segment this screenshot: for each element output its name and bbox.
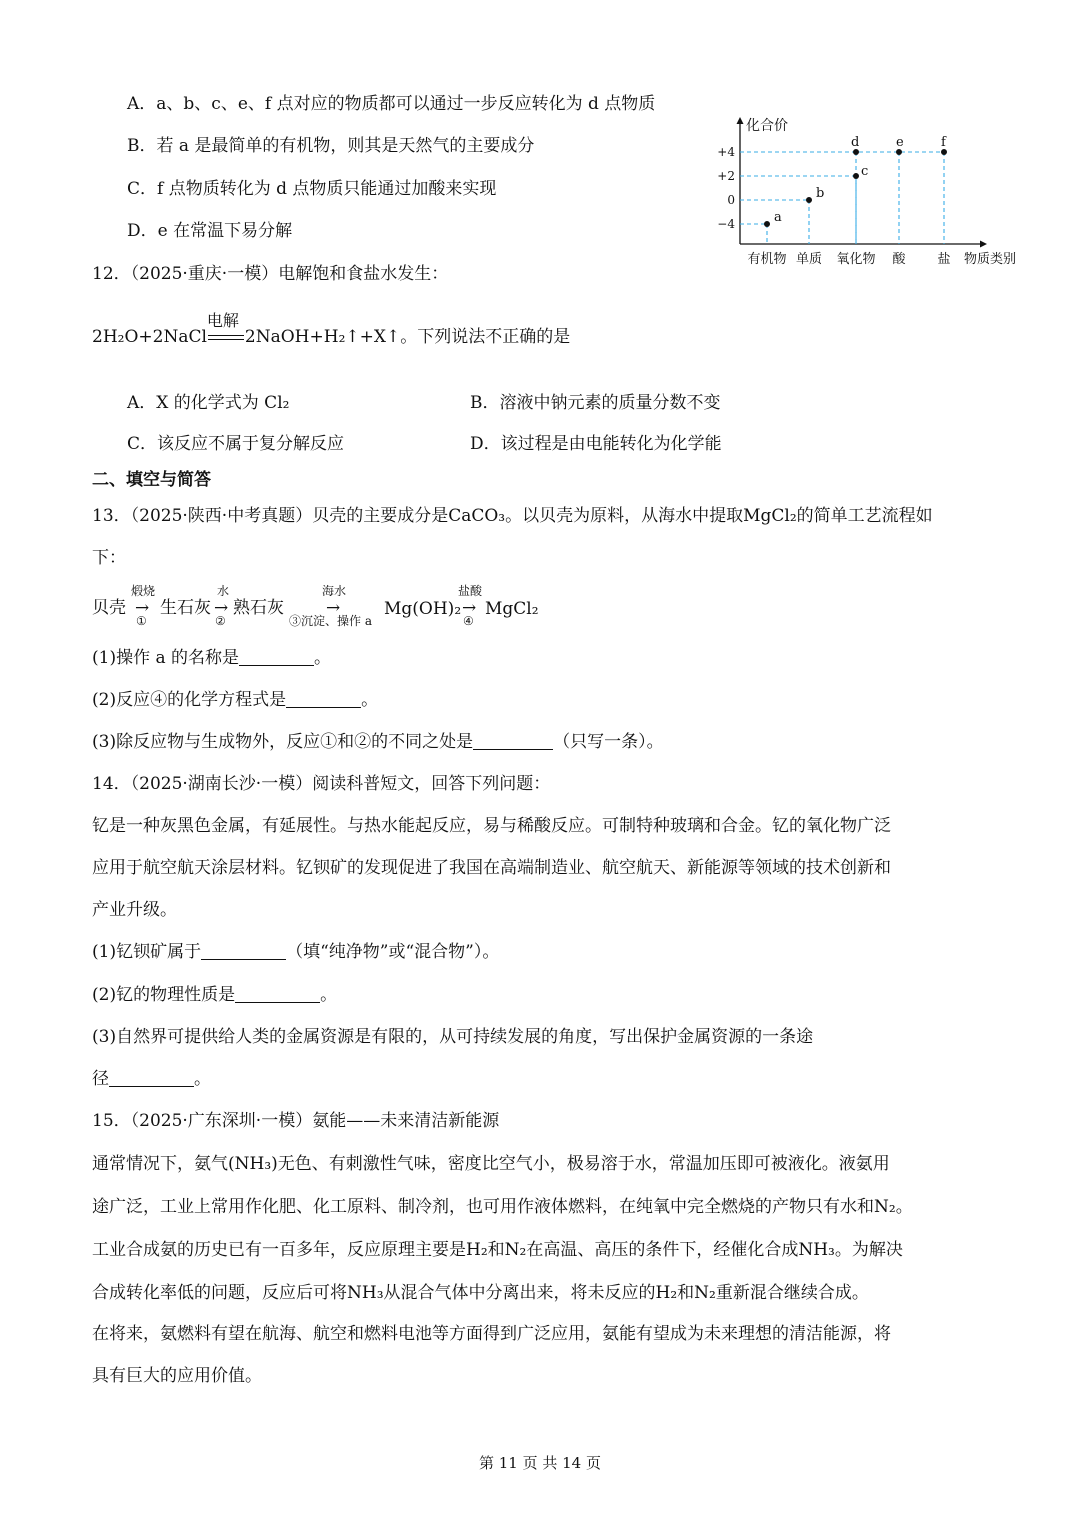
q13-part3-tail: （只写一条）。 bbox=[553, 732, 664, 752]
q13-part3-text: (3)除反应物与生成物外，反应①和②的不同之处是 bbox=[92, 732, 474, 752]
q14-answer-blank-3[interactable] bbox=[109, 1068, 194, 1087]
x-axis-arrow bbox=[980, 241, 987, 248]
data-point-c bbox=[853, 173, 859, 179]
flow-arrow1: → bbox=[135, 598, 150, 618]
q15-passage-line: 途广泛，工业上常用作化肥、化工原料、制冷剂，也可用作液体燃料，在纯氧中完全燃烧的产物只有水和N₂。 bbox=[92, 1197, 913, 1217]
q14-part1-tail: （填“纯净物”或“混合物”）。 bbox=[286, 942, 500, 962]
q13-part1-text: (1)操作 a 的名称是 bbox=[92, 648, 240, 668]
q14-part1-text: (1)钇钡矿属于 bbox=[92, 942, 202, 962]
point-label-f: f bbox=[941, 135, 946, 150]
data-point-a bbox=[764, 221, 770, 227]
q13-part1-end: 。 bbox=[314, 648, 332, 668]
flow-quicklime: 生石灰 bbox=[160, 598, 211, 618]
section-heading: 二、填空与简答 bbox=[92, 470, 211, 490]
y-tick-label: +4 bbox=[717, 145, 735, 159]
q14-stem: 14．（2025·湖南长沙·一模）阅读科普短文，回答下列问题： bbox=[92, 774, 551, 794]
x-category-label: 酸 bbox=[892, 252, 906, 267]
q14-part2-text: (2)钇的物理性质是 bbox=[92, 985, 236, 1005]
x-category-label: 有机物 bbox=[747, 252, 787, 267]
q14-passage-line: 应用于航空航天涂层材料。钇钡矿的发现促进了我国在高端制造业、航空航天、新能源等领域的技术创新和 bbox=[92, 858, 891, 878]
q14-answer-blank-2[interactable] bbox=[235, 984, 320, 1003]
q12-stem: 12．（2025·重庆·一模）电解饱和食盐水发生： bbox=[92, 264, 449, 284]
q13-answer-blank-2[interactable] bbox=[286, 689, 361, 708]
flow-slaked-lime: 熟石灰 bbox=[233, 598, 284, 618]
q14-part3-cont bbox=[92, 1067, 211, 1091]
point-label-d: d bbox=[851, 135, 860, 150]
flow-mgcl2: MgCl₂ bbox=[485, 599, 539, 619]
q15-passage-line: 合成转化率低的问题，反应后可将NH₃从混合气体中分离出来，将未反应的H₂和N₂重新混合继续合成。 bbox=[92, 1283, 869, 1303]
flow-arrow3: → bbox=[326, 598, 341, 618]
q15-passage-line: 在将来，氨燃料有望在航海、航空和燃料电池等方面得到广泛应用，氨能有望成为未来理想的清洁能源，将 bbox=[92, 1324, 891, 1344]
q14-part1 bbox=[92, 940, 499, 964]
q15-stem: 15．（2025·广东深圳·一模）氨能——未来清洁新能源 bbox=[92, 1111, 500, 1131]
q11-option-c: C．f 点物质转化为 d 点物质只能通过加酸来实现 bbox=[127, 179, 497, 199]
q15-passage-line: 工业合成氨的历史已有一百多年，反应原理主要是H₂和N₂在高温、高压的条件下，经催化合成NH₃。为解决 bbox=[92, 1240, 903, 1260]
y-axis-label: 化合价 bbox=[746, 118, 788, 134]
flow-arrow2-bottom: ② bbox=[215, 614, 226, 628]
q12-condition: 电解 bbox=[206, 311, 239, 330]
q12-equation-sign bbox=[206, 311, 245, 349]
q14-passage-line: 钇是一种灰黑色金属，有延展性。与热水能起反应，易与稀酸反应。可制特种玻璃和合金。钇的氧化物广泛 bbox=[92, 816, 891, 836]
q14-part3: (3)自然界可提供给人类的金属资源是有限的，从可持续发展的角度，写出保护金属资源的一条途 bbox=[92, 1027, 814, 1047]
q11-option-d: D．e 在常温下易分解 bbox=[127, 221, 293, 241]
q13-answer-blank-1[interactable] bbox=[239, 647, 314, 666]
q14-part2-end: 。 bbox=[320, 985, 338, 1005]
flow-arrow4-top: 盐酸 bbox=[458, 584, 483, 598]
q14-part2 bbox=[92, 983, 337, 1007]
q13-part3 bbox=[92, 730, 664, 754]
data-point-b bbox=[806, 197, 812, 203]
flow-arrow1-top: 煅烧 bbox=[131, 584, 156, 598]
q14-part3-end: 。 bbox=[194, 1069, 211, 1089]
q12-equation-right: 2NaOH+H₂↑+X↑。下列说法不正确的是 bbox=[244, 327, 571, 347]
flow-arrow2-top: 水 bbox=[217, 584, 230, 598]
flow-arrow2: → bbox=[214, 598, 229, 618]
x-category-label: 氧化物 bbox=[836, 252, 876, 267]
flow-arrow3-top: 海水 bbox=[322, 584, 347, 598]
point-label-a: a bbox=[774, 210, 782, 225]
q13-part2-end: 。 bbox=[361, 690, 379, 710]
q12-option-c: C．该反应不属于复分解反应 bbox=[127, 434, 345, 454]
q12-option-b: B．溶液中钠元素的质量分数不变 bbox=[470, 393, 721, 413]
q14-part3-text: 径 bbox=[92, 1069, 109, 1089]
q15-passage-line: 通常情况下，氨气(NH₃)无色、有刺激性气味，密度比空气小，极易溶于水，常温加压即可被液化。液氨用 bbox=[92, 1154, 890, 1174]
flow-arrow4: → bbox=[462, 598, 477, 618]
q11-option-b: B．若 a 是最简单的有机物，则其是天然气的主要成分 bbox=[127, 136, 535, 156]
q12-option-a: A．X 的化学式为 Cl₂ bbox=[127, 393, 290, 413]
q12-equation-left: 2H₂O+2NaCl bbox=[92, 327, 207, 347]
x-axis-label: 物质类别 bbox=[963, 252, 1017, 267]
y-axis-arrow bbox=[737, 117, 744, 124]
flow-arrow3-bottom: ③沉淀、操作 a bbox=[289, 614, 372, 628]
q12-option-d: D．该过程是由电能转化为化学能 bbox=[470, 434, 722, 454]
q15-passage-line: 具有巨大的应用价值。 bbox=[92, 1366, 262, 1386]
y-tick-label: −4 bbox=[717, 217, 735, 231]
q13-answer-blank-3[interactable] bbox=[473, 731, 553, 750]
flow-mg-hydroxide: Mg(OH)₂ bbox=[384, 599, 462, 619]
page-footer: 第 11 页 共 14 页 bbox=[478, 1454, 601, 1472]
flow-arrow4-bottom: ④ bbox=[463, 614, 474, 628]
flow-shell: 贝壳 bbox=[92, 598, 126, 618]
q11-option-a: A．a、b、c、e、f 点对应的物质都可以通过一步反应转化为 d 点物质 bbox=[127, 94, 656, 114]
q13-stem-cont: 下： bbox=[92, 548, 126, 568]
point-label-b: b bbox=[816, 186, 825, 201]
valence-chart bbox=[715, 110, 1035, 270]
point-label-c: c bbox=[861, 164, 869, 179]
q13-part2 bbox=[92, 688, 378, 712]
point-label-e: e bbox=[896, 135, 904, 150]
flow-arrow1-bottom: ① bbox=[136, 614, 147, 628]
q13-part2-text: (2)反应④的化学方程式是 bbox=[92, 690, 287, 710]
x-category-label: 盐 bbox=[937, 252, 951, 267]
y-tick-label: +2 bbox=[717, 169, 735, 183]
q14-answer-blank-1[interactable] bbox=[201, 941, 286, 960]
q14-passage-line: 产业升级。 bbox=[92, 900, 177, 920]
q12-equation bbox=[92, 311, 571, 349]
q13-part1 bbox=[92, 646, 331, 670]
x-category-label: 单质 bbox=[795, 252, 823, 267]
y-tick-label: 0 bbox=[727, 193, 735, 207]
q13-stem: 13．（2025·陕西·中考真题）贝壳的主要成分是CaCO₃。以贝壳为原料，从海水中提取MgCl₂的简单工艺流程如 bbox=[92, 506, 933, 526]
